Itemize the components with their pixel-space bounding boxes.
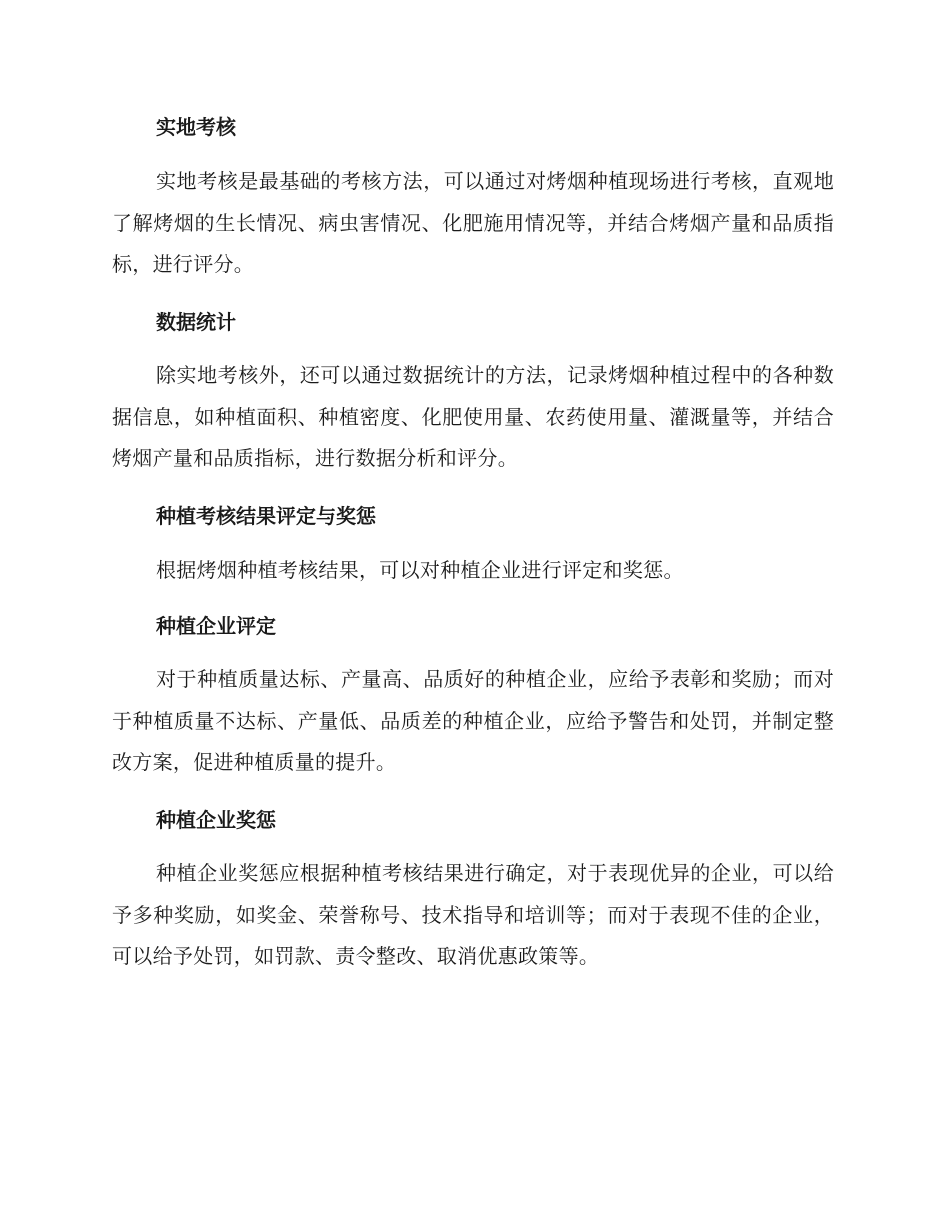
section-heading: 种植企业评定 <box>156 614 276 638</box>
section-paragraph: 根据烤烟种植考核结果，可以对种植企业进行评定和奖惩。 <box>156 558 684 582</box>
section-heading: 种植考核结果评定与奖惩 <box>156 504 376 528</box>
section-paragraph: 对于种植质量达标、产量高、品质好的种植企业，应给予表彰和奖励；而对于种植质量不达标、产量低、品质差的种植企业，应给予警告和处罚，并制定整改方案，促进种植质量的提升。 <box>112 667 834 774</box>
section-heading: 实地考核 <box>156 115 236 139</box>
section-paragraph: 实地考核是最基础的考核方法，可以通过对烤烟种植现场进行考核，直观地了解烤烟的生长情况、病虫害情况、化肥施用情况等，并结合烤烟产量和品质指标，进行评分。 <box>112 169 834 276</box>
section-heading: 种植企业奖惩 <box>156 808 276 832</box>
section-heading: 数据统计 <box>156 310 236 334</box>
section-paragraph: 除实地考核外，还可以通过数据统计的方法，记录烤烟种植过程中的各种数据信息，如种植面积、种植密度、化肥使用量、农药使用量、灌溉量等，并结合烤烟产量和品质指标，进行数据分析和评分。 <box>112 363 834 470</box>
section-paragraph: 种植企业奖惩应根据种植考核结果进行确定，对于表现优异的企业，可以给予多种奖励，如奖金、荣誉称号、技术指导和培训等；而对于表现不佳的企业，可以给予处罚，如罚款、责令整改、取消优惠政策等。 <box>112 861 834 968</box>
